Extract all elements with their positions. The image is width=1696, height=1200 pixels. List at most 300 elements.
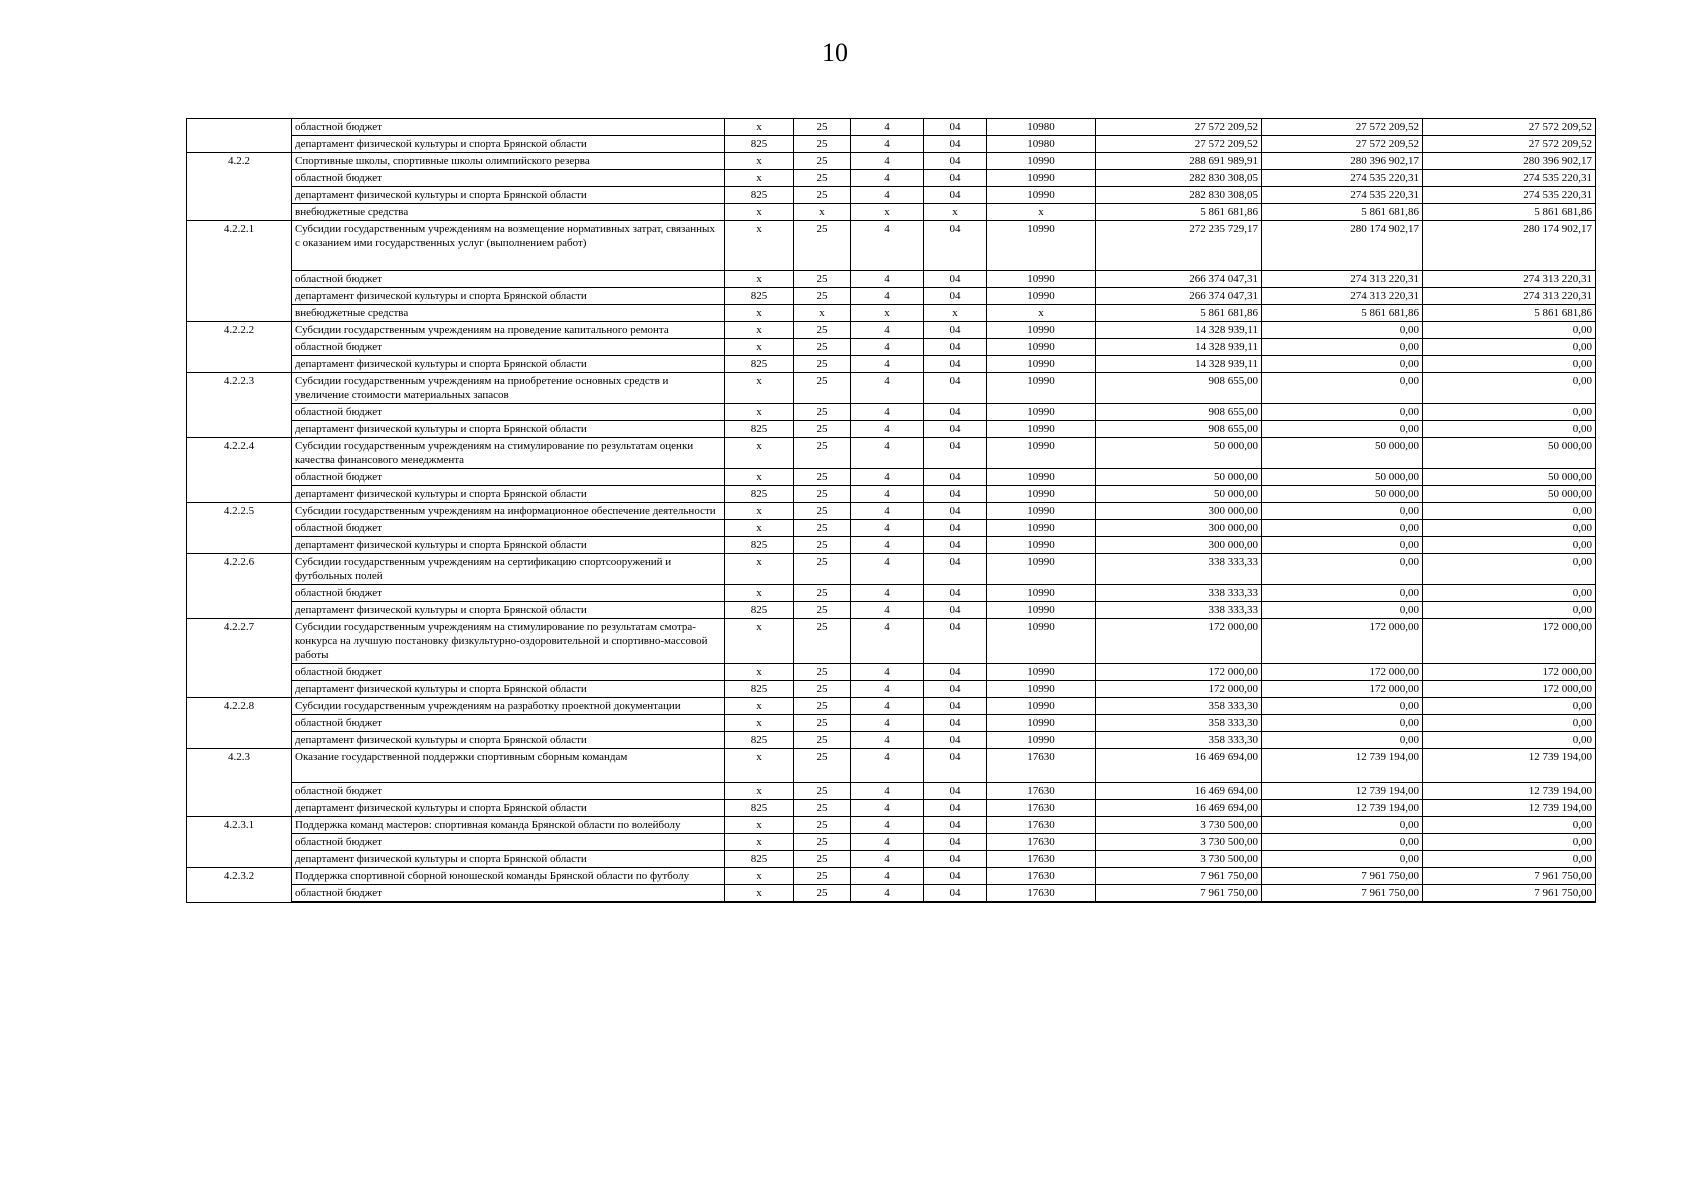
- program-code-cell: 25: [794, 554, 851, 585]
- grbs-code-cell: x: [725, 503, 794, 520]
- amount-year3-cell: 280 174 902,17: [1423, 221, 1596, 271]
- grbs-code-cell: 825: [725, 537, 794, 554]
- item-name-cell: областной бюджет: [292, 339, 725, 356]
- item-name-cell: областной бюджет: [292, 271, 725, 288]
- amount-year1-cell: 338 333,33: [1096, 585, 1262, 602]
- table-row: [187, 136, 1596, 153]
- item-name-cell: департамент физической культуры и спорта Брянской области: [292, 681, 725, 698]
- amount-year3-cell: 0,00: [1423, 322, 1596, 339]
- item-code-cell: 4.2.2.1: [187, 221, 292, 322]
- program-code-cell: x: [794, 204, 851, 221]
- subprogram-code-cell: 4: [851, 119, 924, 136]
- amount-year2-cell: 274 313 220,31: [1262, 271, 1423, 288]
- direction-code-cell: 10990: [987, 681, 1096, 698]
- amount-year2-cell: 0,00: [1262, 503, 1423, 520]
- grbs-code-cell: 825: [725, 136, 794, 153]
- program-code-cell: 25: [794, 153, 851, 170]
- section-code-cell: 04: [924, 885, 987, 903]
- amount-year3-cell: 0,00: [1423, 520, 1596, 537]
- program-code-cell: 25: [794, 469, 851, 486]
- item-name-cell: департамент физической культуры и спорта Брянской области: [292, 421, 725, 438]
- amount-year2-cell: 0,00: [1262, 421, 1423, 438]
- subprogram-code-cell: 4: [851, 681, 924, 698]
- program-code-cell: 25: [794, 187, 851, 204]
- subprogram-code-cell: 4: [851, 271, 924, 288]
- amount-year2-cell: 274 313 220,31: [1262, 288, 1423, 305]
- section-code-cell: 04: [924, 834, 987, 851]
- table-row: [187, 554, 1596, 585]
- grbs-code-cell: x: [725, 715, 794, 732]
- amount-year3-cell: 0,00: [1423, 817, 1596, 834]
- program-code-cell: 25: [794, 715, 851, 732]
- program-code-cell: 25: [794, 170, 851, 187]
- grbs-code-cell: 825: [725, 800, 794, 817]
- grbs-code-cell: x: [725, 817, 794, 834]
- item-name-cell: областной бюджет: [292, 469, 725, 486]
- subprogram-code-cell: 4: [851, 288, 924, 305]
- program-code-cell: 25: [794, 520, 851, 537]
- direction-code-cell: 10980: [987, 119, 1096, 136]
- amount-year2-cell: 0,00: [1262, 698, 1423, 715]
- table-row: [187, 749, 1596, 783]
- table-row: [187, 715, 1596, 732]
- item-name-cell: Субсидии государственным учреждениям на проведение капитального ремонта: [292, 322, 725, 339]
- amount-year2-cell: 0,00: [1262, 851, 1423, 868]
- section-code-cell: 04: [924, 732, 987, 749]
- program-code-cell: 25: [794, 834, 851, 851]
- program-code-cell: 25: [794, 681, 851, 698]
- program-code-cell: 25: [794, 619, 851, 664]
- amount-year3-cell: 0,00: [1423, 356, 1596, 373]
- table-row: [187, 503, 1596, 520]
- program-code-cell: 25: [794, 486, 851, 503]
- section-code-cell: 04: [924, 664, 987, 681]
- amount-year2-cell: 0,00: [1262, 715, 1423, 732]
- section-code-cell: 04: [924, 800, 987, 817]
- item-name-cell: областной бюджет: [292, 834, 725, 851]
- amount-year1-cell: 3 730 500,00: [1096, 834, 1262, 851]
- amount-year3-cell: 172 000,00: [1423, 681, 1596, 698]
- amount-year2-cell: 280 396 902,17: [1262, 153, 1423, 170]
- item-name-cell: департамент физической культуры и спорта Брянской области: [292, 851, 725, 868]
- section-code-cell: 04: [924, 851, 987, 868]
- amount-year2-cell: 5 861 681,86: [1262, 204, 1423, 221]
- program-code-cell: 25: [794, 404, 851, 421]
- subprogram-code-cell: 4: [851, 885, 924, 903]
- section-code-cell: 04: [924, 698, 987, 715]
- item-name-cell: департамент физической культуры и спорта Брянской области: [292, 288, 725, 305]
- subprogram-code-cell: 4: [851, 187, 924, 204]
- amount-year1-cell: 50 000,00: [1096, 469, 1262, 486]
- grbs-code-cell: 825: [725, 486, 794, 503]
- table-row: [187, 602, 1596, 619]
- amount-year1-cell: 7 961 750,00: [1096, 885, 1262, 903]
- table-row: [187, 732, 1596, 749]
- item-name-cell: Субсидии государственным учреждениям на приобретение основных средств и увеличение стоимости материальных запасов: [292, 373, 725, 404]
- program-code-cell: 25: [794, 885, 851, 903]
- table-row: [187, 305, 1596, 322]
- table-row: [187, 486, 1596, 503]
- grbs-code-cell: x: [725, 469, 794, 486]
- item-name-cell: областной бюджет: [292, 119, 725, 136]
- table-body: [187, 119, 1596, 903]
- direction-code-cell: 10990: [987, 619, 1096, 664]
- table-row: [187, 783, 1596, 800]
- amount-year1-cell: 908 655,00: [1096, 404, 1262, 421]
- table-row: [187, 885, 1596, 903]
- item-name-cell: Поддержка команд мастеров: спортивная команда Брянской области по волейболу: [292, 817, 725, 834]
- amount-year3-cell: 12 739 194,00: [1423, 800, 1596, 817]
- amount-year2-cell: 274 535 220,31: [1262, 170, 1423, 187]
- program-code-cell: 25: [794, 800, 851, 817]
- subprogram-code-cell: x: [851, 305, 924, 322]
- program-code-cell: 25: [794, 339, 851, 356]
- amount-year2-cell: 0,00: [1262, 834, 1423, 851]
- table-row: [187, 698, 1596, 715]
- section-code-cell: 04: [924, 619, 987, 664]
- item-name-cell: департамент физической культуры и спорта Брянской области: [292, 800, 725, 817]
- item-name-cell: областной бюджет: [292, 783, 725, 800]
- section-code-cell: 04: [924, 469, 987, 486]
- section-code-cell: 04: [924, 373, 987, 404]
- direction-code-cell: 10990: [987, 537, 1096, 554]
- grbs-code-cell: x: [725, 749, 794, 783]
- table-row: [187, 421, 1596, 438]
- item-name-cell: областной бюджет: [292, 404, 725, 421]
- table-row: [187, 537, 1596, 554]
- direction-code-cell: 10990: [987, 153, 1096, 170]
- amount-year1-cell: 172 000,00: [1096, 619, 1262, 664]
- item-name-cell: Субсидии государственным учреждениям на разработку проектной документации: [292, 698, 725, 715]
- amount-year1-cell: 338 333,33: [1096, 602, 1262, 619]
- direction-code-cell: 10990: [987, 322, 1096, 339]
- amount-year3-cell: 274 313 220,31: [1423, 271, 1596, 288]
- table-row: [187, 356, 1596, 373]
- amount-year1-cell: 358 333,30: [1096, 732, 1262, 749]
- amount-year1-cell: 272 235 729,17: [1096, 221, 1262, 271]
- amount-year3-cell: 50 000,00: [1423, 438, 1596, 469]
- direction-code-cell: 10990: [987, 221, 1096, 271]
- direction-code-cell: x: [987, 305, 1096, 322]
- direction-code-cell: 10990: [987, 356, 1096, 373]
- amount-year2-cell: 280 174 902,17: [1262, 221, 1423, 271]
- direction-code-cell: 10990: [987, 585, 1096, 602]
- amount-year3-cell: 274 535 220,31: [1423, 170, 1596, 187]
- amount-year1-cell: 27 572 209,52: [1096, 136, 1262, 153]
- amount-year3-cell: 7 961 750,00: [1423, 885, 1596, 903]
- item-name-cell: департамент физической культуры и спорта Брянской области: [292, 187, 725, 204]
- item-code-cell: 4.2.2.7: [187, 619, 292, 698]
- amount-year1-cell: 50 000,00: [1096, 486, 1262, 503]
- section-code-cell: 04: [924, 486, 987, 503]
- amount-year2-cell: 0,00: [1262, 732, 1423, 749]
- section-code-cell: 04: [924, 170, 987, 187]
- direction-code-cell: 17630: [987, 834, 1096, 851]
- direction-code-cell: 10990: [987, 288, 1096, 305]
- direction-code-cell: 10990: [987, 469, 1096, 486]
- direction-code-cell: 10990: [987, 373, 1096, 404]
- section-code-cell: 04: [924, 438, 987, 469]
- amount-year3-cell: 12 739 194,00: [1423, 749, 1596, 783]
- amount-year1-cell: 266 374 047,31: [1096, 288, 1262, 305]
- grbs-code-cell: 825: [725, 187, 794, 204]
- amount-year2-cell: 172 000,00: [1262, 619, 1423, 664]
- program-code-cell: 25: [794, 868, 851, 885]
- table-row: [187, 800, 1596, 817]
- grbs-code-cell: x: [725, 170, 794, 187]
- subprogram-code-cell: 4: [851, 619, 924, 664]
- amount-year3-cell: 0,00: [1423, 585, 1596, 602]
- subprogram-code-cell: 4: [851, 136, 924, 153]
- item-code-cell: [187, 119, 292, 153]
- section-code-cell: 04: [924, 520, 987, 537]
- subprogram-code-cell: 4: [851, 170, 924, 187]
- amount-year3-cell: 0,00: [1423, 602, 1596, 619]
- amount-year1-cell: 5 861 681,86: [1096, 204, 1262, 221]
- subprogram-code-cell: 4: [851, 698, 924, 715]
- amount-year3-cell: 0,00: [1423, 715, 1596, 732]
- page-number: 10: [822, 38, 848, 67]
- program-code-cell: 25: [794, 271, 851, 288]
- amount-year1-cell: 172 000,00: [1096, 681, 1262, 698]
- grbs-code-cell: x: [725, 404, 794, 421]
- section-code-cell: 04: [924, 602, 987, 619]
- direction-code-cell: 10990: [987, 421, 1096, 438]
- section-code-cell: 04: [924, 339, 987, 356]
- grbs-code-cell: x: [725, 885, 794, 903]
- direction-code-cell: 17630: [987, 868, 1096, 885]
- item-code-cell: 4.2.2.3: [187, 373, 292, 438]
- program-code-cell: 25: [794, 537, 851, 554]
- amount-year2-cell: 0,00: [1262, 356, 1423, 373]
- amount-year1-cell: 300 000,00: [1096, 520, 1262, 537]
- table-row: [187, 619, 1596, 664]
- item-name-cell: департамент физической культуры и спорта Брянской области: [292, 136, 725, 153]
- amount-year2-cell: 0,00: [1262, 554, 1423, 585]
- amount-year3-cell: 12 739 194,00: [1423, 783, 1596, 800]
- amount-year3-cell: 0,00: [1423, 834, 1596, 851]
- amount-year2-cell: 27 572 209,52: [1262, 136, 1423, 153]
- amount-year2-cell: 274 535 220,31: [1262, 187, 1423, 204]
- grbs-code-cell: 825: [725, 421, 794, 438]
- subprogram-code-cell: 4: [851, 834, 924, 851]
- grbs-code-cell: x: [725, 585, 794, 602]
- direction-code-cell: 10990: [987, 664, 1096, 681]
- item-name-cell: департамент физической культуры и спорта Брянской области: [292, 732, 725, 749]
- amount-year3-cell: 274 313 220,31: [1423, 288, 1596, 305]
- subprogram-code-cell: 4: [851, 554, 924, 585]
- amount-year3-cell: 0,00: [1423, 537, 1596, 554]
- section-code-cell: x: [924, 204, 987, 221]
- table-row: [187, 119, 1596, 136]
- amount-year2-cell: 12 739 194,00: [1262, 783, 1423, 800]
- item-name-cell: Субсидии государственным учреждениям на возмещение нормативных затрат, связанных с оказанием ими государственных услуг (выполнением работ): [292, 221, 725, 271]
- direction-code-cell: 10990: [987, 698, 1096, 715]
- grbs-code-cell: x: [725, 783, 794, 800]
- table-row: [187, 170, 1596, 187]
- grbs-code-cell: x: [725, 373, 794, 404]
- grbs-code-cell: x: [725, 221, 794, 271]
- direction-code-cell: 17630: [987, 817, 1096, 834]
- amount-year1-cell: 358 333,30: [1096, 698, 1262, 715]
- program-code-cell: 25: [794, 851, 851, 868]
- program-code-cell: 25: [794, 698, 851, 715]
- amount-year3-cell: 0,00: [1423, 339, 1596, 356]
- amount-year2-cell: 50 000,00: [1262, 486, 1423, 503]
- item-name-cell: внебюджетные средства: [292, 305, 725, 322]
- item-name-cell: Оказание государственной поддержки спортивным сборным командам: [292, 749, 725, 783]
- amount-year1-cell: 908 655,00: [1096, 421, 1262, 438]
- section-code-cell: 04: [924, 783, 987, 800]
- item-name-cell: областной бюджет: [292, 664, 725, 681]
- direction-code-cell: 17630: [987, 800, 1096, 817]
- grbs-code-cell: x: [725, 554, 794, 585]
- amount-year2-cell: 0,00: [1262, 602, 1423, 619]
- program-code-cell: 25: [794, 221, 851, 271]
- amount-year1-cell: 14 328 939,11: [1096, 356, 1262, 373]
- amount-year1-cell: 14 328 939,11: [1096, 339, 1262, 356]
- direction-code-cell: 17630: [987, 885, 1096, 903]
- section-code-cell: 04: [924, 749, 987, 783]
- subprogram-code-cell: 4: [851, 868, 924, 885]
- program-code-cell: 25: [794, 585, 851, 602]
- direction-code-cell: 10990: [987, 554, 1096, 585]
- item-code-cell: 4.2.2: [187, 153, 292, 221]
- amount-year1-cell: 14 328 939,11: [1096, 322, 1262, 339]
- grbs-code-cell: x: [725, 520, 794, 537]
- grbs-code-cell: x: [725, 305, 794, 322]
- amount-year3-cell: 0,00: [1423, 732, 1596, 749]
- amount-year1-cell: 5 861 681,86: [1096, 305, 1262, 322]
- item-name-cell: Субсидии государственным учреждениям на стимулирование по результатам смотра-конкурса на лучшую постановку физкультурно-оздоровительной и спортивно-массовой работы: [292, 619, 725, 664]
- subprogram-code-cell: 4: [851, 851, 924, 868]
- direction-code-cell: 17630: [987, 783, 1096, 800]
- table-row: [187, 271, 1596, 288]
- subprogram-code-cell: 4: [851, 421, 924, 438]
- amount-year2-cell: 7 961 750,00: [1262, 885, 1423, 903]
- amount-year1-cell: 266 374 047,31: [1096, 271, 1262, 288]
- section-code-cell: 04: [924, 554, 987, 585]
- program-code-cell: 25: [794, 356, 851, 373]
- section-code-cell: 04: [924, 868, 987, 885]
- amount-year1-cell: 288 691 989,91: [1096, 153, 1262, 170]
- table-row: [187, 520, 1596, 537]
- program-code-cell: 25: [794, 602, 851, 619]
- section-code-cell: 04: [924, 537, 987, 554]
- amount-year3-cell: 5 861 681,86: [1423, 305, 1596, 322]
- table-row: [187, 288, 1596, 305]
- amount-year1-cell: 300 000,00: [1096, 503, 1262, 520]
- program-code-cell: 25: [794, 438, 851, 469]
- item-code-cell: 4.2.3: [187, 749, 292, 817]
- program-code-cell: 25: [794, 322, 851, 339]
- item-name-cell: Субсидии государственным учреждениям на информационное обеспечение деятельности: [292, 503, 725, 520]
- table-row: [187, 404, 1596, 421]
- direction-code-cell: 10990: [987, 404, 1096, 421]
- amount-year1-cell: 282 830 308,05: [1096, 170, 1262, 187]
- subprogram-code-cell: 4: [851, 783, 924, 800]
- amount-year3-cell: 280 396 902,17: [1423, 153, 1596, 170]
- amount-year1-cell: 338 333,33: [1096, 554, 1262, 585]
- grbs-code-cell: x: [725, 153, 794, 170]
- item-code-cell: 4.2.2.6: [187, 554, 292, 619]
- direction-code-cell: 10990: [987, 602, 1096, 619]
- program-code-cell: 25: [794, 749, 851, 783]
- amount-year2-cell: 172 000,00: [1262, 681, 1423, 698]
- section-code-cell: 04: [924, 136, 987, 153]
- amount-year3-cell: 50 000,00: [1423, 486, 1596, 503]
- table-row: [187, 868, 1596, 885]
- subprogram-code-cell: 4: [851, 221, 924, 271]
- grbs-code-cell: 825: [725, 851, 794, 868]
- section-code-cell: 04: [924, 153, 987, 170]
- direction-code-cell: 10990: [987, 339, 1096, 356]
- amount-year1-cell: 908 655,00: [1096, 373, 1262, 404]
- amount-year1-cell: 16 469 694,00: [1096, 749, 1262, 783]
- grbs-code-cell: 825: [725, 681, 794, 698]
- amount-year3-cell: 27 572 209,52: [1423, 136, 1596, 153]
- amount-year2-cell: 0,00: [1262, 537, 1423, 554]
- direction-code-cell: x: [987, 204, 1096, 221]
- subprogram-code-cell: 4: [851, 486, 924, 503]
- item-code-cell: 4.2.3.2: [187, 868, 292, 903]
- direction-code-cell: 10990: [987, 732, 1096, 749]
- program-code-cell: x: [794, 305, 851, 322]
- item-name-cell: областной бюджет: [292, 715, 725, 732]
- subprogram-code-cell: 4: [851, 322, 924, 339]
- program-code-cell: 25: [794, 421, 851, 438]
- table-row: [187, 438, 1596, 469]
- grbs-code-cell: x: [725, 698, 794, 715]
- table-row: [187, 664, 1596, 681]
- subprogram-code-cell: 4: [851, 469, 924, 486]
- subprogram-code-cell: 4: [851, 817, 924, 834]
- amount-year3-cell: 27 572 209,52: [1423, 119, 1596, 136]
- subprogram-code-cell: 4: [851, 339, 924, 356]
- grbs-code-cell: x: [725, 619, 794, 664]
- subprogram-code-cell: 4: [851, 664, 924, 681]
- table-row: [187, 469, 1596, 486]
- program-code-cell: 25: [794, 373, 851, 404]
- amount-year2-cell: 172 000,00: [1262, 664, 1423, 681]
- direction-code-cell: 10990: [987, 187, 1096, 204]
- amount-year1-cell: 16 469 694,00: [1096, 783, 1262, 800]
- subprogram-code-cell: 4: [851, 356, 924, 373]
- item-code-cell: 4.2.3.1: [187, 817, 292, 868]
- grbs-code-cell: x: [725, 119, 794, 136]
- table-row: [187, 817, 1596, 834]
- amount-year1-cell: 282 830 308,05: [1096, 187, 1262, 204]
- amount-year1-cell: 50 000,00: [1096, 438, 1262, 469]
- item-name-cell: Субсидии государственным учреждениям на стимулирование по результатам оценки качества финансового менеджмента: [292, 438, 725, 469]
- direction-code-cell: 10990: [987, 438, 1096, 469]
- amount-year3-cell: 0,00: [1423, 554, 1596, 585]
- amount-year1-cell: 27 572 209,52: [1096, 119, 1262, 136]
- item-name-cell: областной бюджет: [292, 885, 725, 903]
- grbs-code-cell: 825: [725, 356, 794, 373]
- amount-year3-cell: 5 861 681,86: [1423, 204, 1596, 221]
- table-row: [187, 221, 1596, 271]
- subprogram-code-cell: 4: [851, 749, 924, 783]
- grbs-code-cell: 825: [725, 732, 794, 749]
- amount-year3-cell: 0,00: [1423, 404, 1596, 421]
- amount-year3-cell: 0,00: [1423, 421, 1596, 438]
- budget-table: [186, 118, 1596, 903]
- table-row: [187, 204, 1596, 221]
- item-name-cell: областной бюджет: [292, 585, 725, 602]
- amount-year2-cell: 50 000,00: [1262, 469, 1423, 486]
- table-row: [187, 339, 1596, 356]
